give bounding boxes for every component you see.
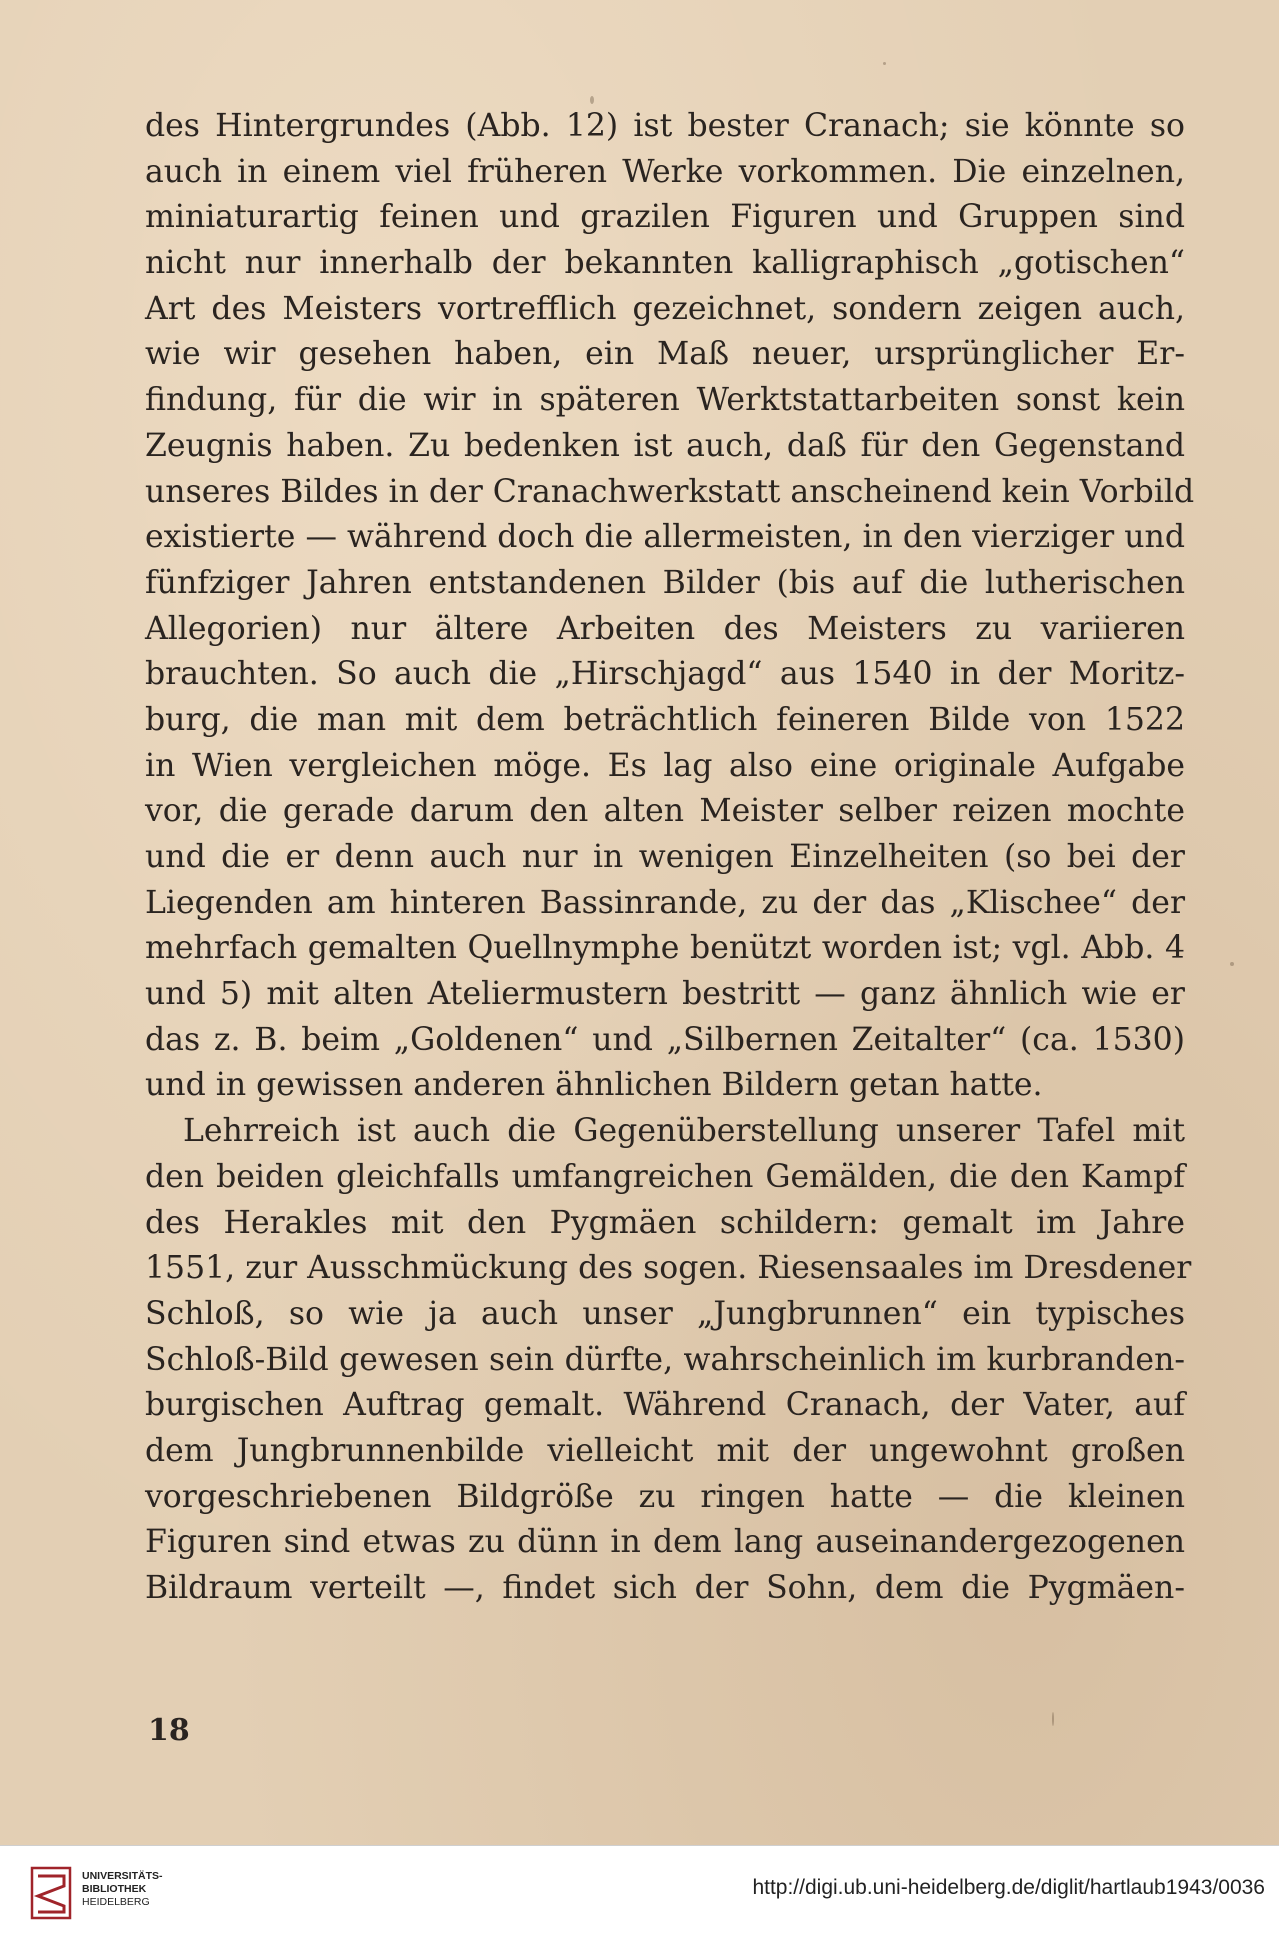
text-line: Art des Meisters vortrefflich gezeichnet, sondern zeigen auch,	[145, 290, 1185, 327]
library-name-line: UNIVERSITÄTS-	[82, 1870, 163, 1882]
text-line: vorgeschriebenen Bildgröße zu ringen hatte — die kleinen	[145, 1478, 1185, 1515]
text-line: findung, für die wir in späteren Werktstattarbeiten sonst kein	[145, 382, 1185, 419]
footer-bar	[0, 1845, 1279, 1939]
text-line: Zeugnis haben. Zu bedenken ist auch, daß für den Gegenstand	[145, 427, 1185, 464]
text-line: miniaturartig feinen und grazilen Figuren und Gruppen sind	[145, 199, 1185, 236]
text-line: nicht nur innerhalb der bekannten kalligraphisch „gotischen“	[145, 245, 1185, 282]
text-line: burg, die man mit dem beträchtlich feineren Bilde von 1522	[145, 701, 1185, 738]
text-line: des Hintergrundes (Abb. 12) ist bester Cranach; sie könnte so	[145, 108, 1185, 144]
text-line: 1551, zur Ausschmückung des sogen. Riesensaales im Dresdener	[145, 1250, 1192, 1287]
text-line: dem Jungbrunnenbilde vielleicht mit der ungewohnt großen	[145, 1432, 1185, 1469]
text-line: brauchten. So auch die „Hirschjagd“ aus 1540 in der Moritz-	[145, 656, 1185, 693]
text-line: wie wir gesehen haben, ein Maß neuer, ursprünglicher Er-	[145, 336, 1185, 373]
text-line: vor, die gerade darum den alten Meister selber reizen mochte	[145, 793, 1185, 830]
paper-speck	[1230, 962, 1234, 966]
text-line: Lehrreich ist auch die Gegenüberstellung unserer Tafel mit	[183, 1113, 1185, 1150]
text-line: Liegenden am hinteren Bassinrande, zu der das „Klischee“ der	[145, 884, 1185, 921]
body-text	[145, 104, 1195, 1612]
paper-speck	[590, 96, 594, 104]
text-line: Figuren sind etwas zu dünn in dem lang auseinandergezogenen	[145, 1524, 1185, 1561]
text-line: Bildraum verteilt —, findet sich der Sohn, dem die Pygmäen-	[145, 1570, 1185, 1606]
library-logo-icon	[30, 1866, 72, 1920]
text-line: unseres Bildes in der Cranachwerkstatt anscheinend kein Vorbild	[145, 473, 1195, 510]
text-line: Schloß, so wie ja auch unser „Jungbrunnen“ ein typisches	[145, 1295, 1185, 1332]
text-line: mehrfach gemalten Quellnymphe benützt worden ist; vgl. Abb. 4	[145, 930, 1185, 967]
paper-speck	[1052, 1712, 1054, 1726]
text-line: des Herakles mit den Pygmäen schildern: gemalt im Jahre	[145, 1204, 1185, 1241]
paper-speck	[883, 62, 886, 65]
text-line: existierte — während doch die allermeisten, in den vierziger und	[145, 519, 1185, 556]
source-url-link[interactable]: http://digi.ub.uni-heidelberg.de/diglit/hartlaub1943/0036	[752, 1876, 1265, 1899]
text-line: das z. B. beim „Goldenen“ und „Silbernen Zeitalter“ (ca. 1530)	[145, 1021, 1185, 1058]
text-line: Allegorien) nur ältere Arbeiten des Meisters zu variieren	[145, 610, 1185, 647]
page-number: 18	[148, 1713, 190, 1748]
text-line: in Wien vergleichen möge. Es lag also eine originale Aufgabe	[145, 747, 1185, 784]
library-name-line: BIBLIOTHEK	[82, 1883, 147, 1895]
library-name-line: HEIDELBERG	[82, 1896, 150, 1908]
text-line: und 5) mit alten Ateliermustern bestritt — ganz ähnlich wie er	[145, 976, 1185, 1013]
text-line: fünfziger Jahren entstandenen Bilder (bis auf die lutherischen	[145, 564, 1185, 601]
text-line: und in gewissen anderen ähnlichen Bildern getan hatte.	[145, 1067, 1043, 1104]
text-line: auch in einem viel früheren Werke vorkommen. Die einzelnen,	[145, 153, 1185, 190]
library-name	[82, 1870, 163, 1909]
text-line: Schloß-Bild gewesen sein dürfte, wahrscheinlich im kurbranden-	[145, 1341, 1185, 1378]
text-line: den beiden gleichfalls umfangreichen Gemälden, die den Kampf	[145, 1158, 1185, 1195]
text-line: burgischen Auftrag gemalt. Während Cranach, der Vater, auf	[145, 1387, 1185, 1424]
text-line: und die er denn auch nur in wenigen Einzelheiten (so bei der	[145, 839, 1185, 875]
